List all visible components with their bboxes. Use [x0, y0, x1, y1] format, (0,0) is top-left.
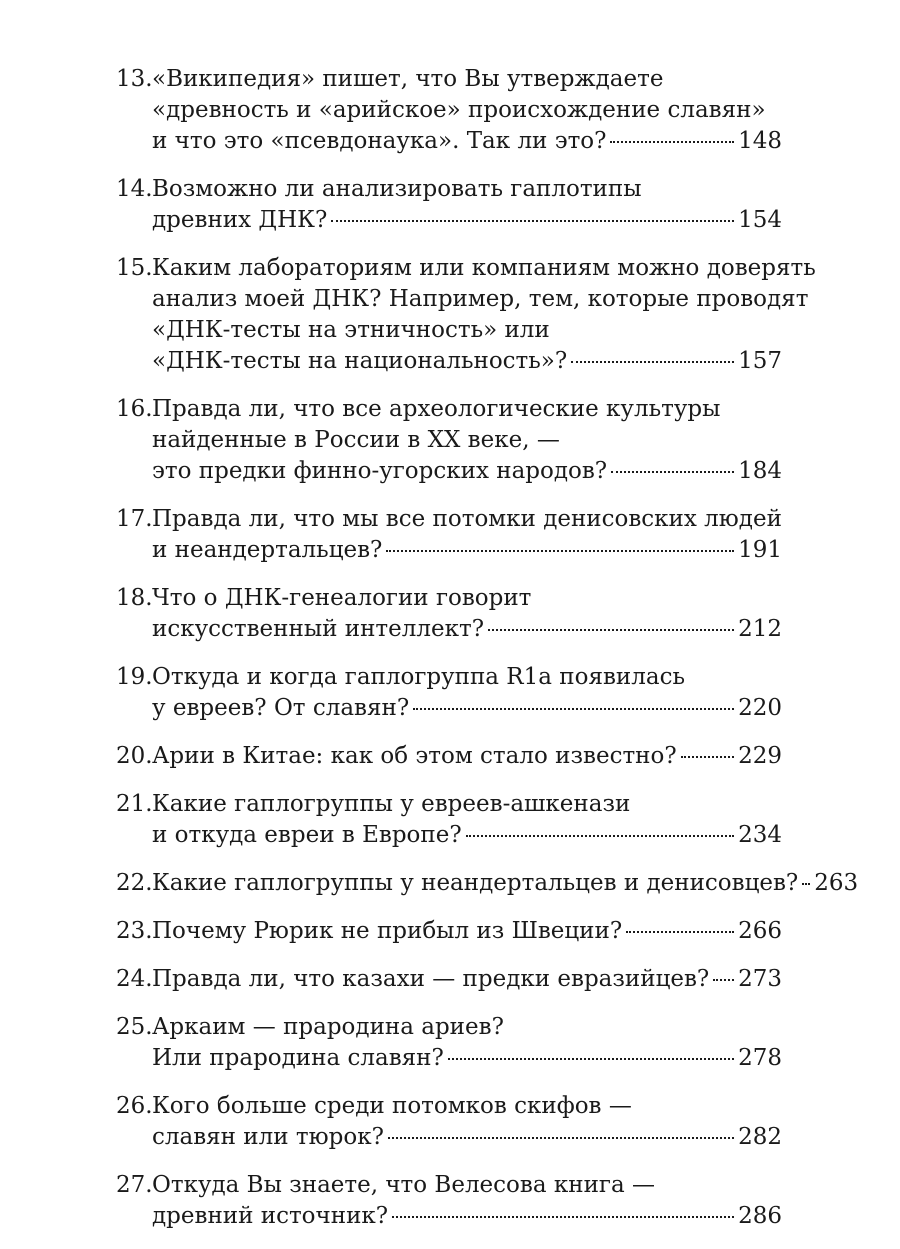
- toc-entry: [116, 916, 782, 947]
- entry-number: 26.: [116, 1093, 153, 1119]
- page-number: 286: [738, 1203, 782, 1229]
- entry-title-line: Каким лабораториям или компаниям можно доверять: [152, 255, 816, 281]
- page-number: 220: [738, 695, 782, 721]
- entry-title-line: славян или тюрок?: [152, 1124, 384, 1150]
- toc-entry: [116, 964, 782, 995]
- entry-number: 13.: [116, 66, 153, 92]
- entry-title-line: Почему Рюрик не прибыл из Швеции?: [152, 918, 623, 944]
- page-number: 273: [738, 966, 782, 992]
- entry-title-line: Что о ДНК-генеалогии говорит: [152, 585, 532, 611]
- page-number: 282: [738, 1124, 782, 1150]
- dot-leader: [466, 835, 734, 837]
- dot-leader: [448, 1058, 734, 1060]
- dot-leader: [681, 756, 734, 758]
- entry-last-line: [152, 346, 782, 377]
- entry-title-line: и неандертальцев?: [152, 537, 383, 563]
- dot-leader: [610, 141, 734, 143]
- dot-leader: [386, 550, 734, 552]
- entry-title-line: анализ моей ДНК? Например, тем, которые проводят: [152, 286, 809, 312]
- entry-title-line: Кого больше среди потомков скифов —: [152, 1093, 632, 1119]
- entry-title-line: Аркаим — прародина ариев?: [152, 1014, 504, 1040]
- entry-number: 23.: [116, 918, 153, 944]
- entry-number: 22.: [116, 870, 153, 896]
- page-number: 278: [738, 1045, 782, 1071]
- entry-number: 14.: [116, 176, 153, 202]
- entry-last-line: [152, 126, 782, 157]
- entry-title-line: «древность и «арийское» происхождение славян»: [152, 97, 766, 123]
- page-number: 266: [738, 918, 782, 944]
- toc-entry: [116, 1012, 782, 1074]
- entry-title-line: Какие гаплогруппы у неандертальцев и денисовцев?: [152, 870, 799, 896]
- dot-leader: [802, 883, 810, 885]
- entry-title-line: Правда ли, что мы все потомки денисовских людей: [152, 506, 782, 532]
- table-of-contents: [116, 64, 859, 1249]
- page-number: 157: [738, 348, 782, 374]
- toc-entry: [116, 741, 782, 772]
- entry-last-line: [152, 535, 782, 566]
- entry-number: 17.: [116, 506, 153, 532]
- dot-leader: [626, 931, 734, 933]
- entry-title-line: Правда ли, что все археологические культуры: [152, 396, 721, 422]
- toc-entry: [116, 789, 782, 851]
- entry-last-line: [152, 205, 782, 236]
- entry-title-line: древних ДНК?: [152, 207, 328, 233]
- entry-title-line: «ДНК-тесты на этничность» или: [152, 317, 550, 343]
- toc-entry: [116, 1170, 782, 1232]
- entry-last-line: [152, 1201, 782, 1232]
- entry-last-line: [152, 693, 782, 724]
- entry-last-line: [152, 614, 782, 645]
- entry-last-line: [152, 741, 782, 772]
- entry-number: 15.: [116, 255, 153, 281]
- entry-number: 16.: [116, 396, 153, 422]
- page-number: 184: [738, 458, 782, 484]
- entry-number: 25.: [116, 1014, 153, 1040]
- entry-title-line: и откуда евреи в Европе?: [152, 822, 462, 848]
- entry-title-line: это предки финно-угорских народов?: [152, 458, 608, 484]
- entry-number: 20.: [116, 743, 153, 769]
- entry-number: 21.: [116, 791, 153, 817]
- entry-title-line: искусственный интеллект?: [152, 616, 485, 642]
- dot-leader: [713, 979, 734, 981]
- entry-last-line: [152, 868, 859, 899]
- page-number: 263: [814, 870, 859, 896]
- entry-title-line: Откуда Вы знаете, что Велесова книга —: [152, 1172, 655, 1198]
- page-number: 154: [738, 207, 782, 233]
- page-number: 148: [738, 128, 782, 154]
- entry-title-line: «Википедия» пишет, что Вы утверждаете: [152, 66, 664, 92]
- toc-entry: [116, 253, 816, 377]
- entry-title-line: Правда ли, что казахи — предки евразийцев?: [152, 966, 710, 992]
- toc-entry: [116, 504, 782, 566]
- toc-entry: [116, 64, 782, 157]
- toc-entry: [116, 1091, 782, 1153]
- page-number: 234: [738, 822, 782, 848]
- toc-entry: [116, 174, 782, 236]
- entry-title-line: Возможно ли анализировать гаплотипы: [152, 176, 642, 202]
- toc-entry: [116, 868, 859, 899]
- toc-entry: [116, 662, 782, 724]
- dot-leader: [488, 629, 734, 631]
- entry-number: 24.: [116, 966, 153, 992]
- dot-leader: [413, 708, 734, 710]
- entry-title-line: Какие гаплогруппы у евреев-ашкенази: [152, 791, 631, 817]
- dot-leader: [571, 361, 734, 363]
- toc-entry: [116, 583, 782, 645]
- entry-title-line: Или прародина славян?: [152, 1045, 444, 1071]
- entry-title-line: найденные в России в XX веке, —: [152, 427, 560, 453]
- dot-leader: [611, 471, 734, 473]
- dot-leader: [331, 220, 734, 222]
- entry-number: 18.: [116, 585, 153, 611]
- entry-last-line: [152, 1043, 782, 1074]
- entry-last-line: [152, 456, 782, 487]
- entry-last-line: [152, 820, 782, 851]
- entry-title-line: и что это «псевдонаука». Так ли это?: [152, 128, 607, 154]
- page-number: 229: [738, 743, 782, 769]
- entry-last-line: [152, 1122, 782, 1153]
- entry-number: 27.: [116, 1172, 153, 1198]
- entry-title-line: Арии в Китае: как об этом стало известно?: [152, 743, 677, 769]
- entry-last-line: [152, 916, 782, 947]
- entry-title-line: у евреев? От славян?: [152, 695, 410, 721]
- entry-title-line: древний источник?: [152, 1203, 389, 1229]
- dot-leader: [392, 1216, 734, 1218]
- toc-entry: [116, 394, 782, 487]
- entry-title-line: «ДНК-тесты на национальность»?: [152, 348, 568, 374]
- page-number: 191: [738, 537, 782, 563]
- entry-last-line: [152, 964, 782, 995]
- dot-leader: [388, 1137, 734, 1139]
- entry-number: 19.: [116, 664, 153, 690]
- entry-title-line: Откуда и когда гаплогруппа R1a появилась: [152, 664, 685, 690]
- page-number: 212: [738, 616, 782, 642]
